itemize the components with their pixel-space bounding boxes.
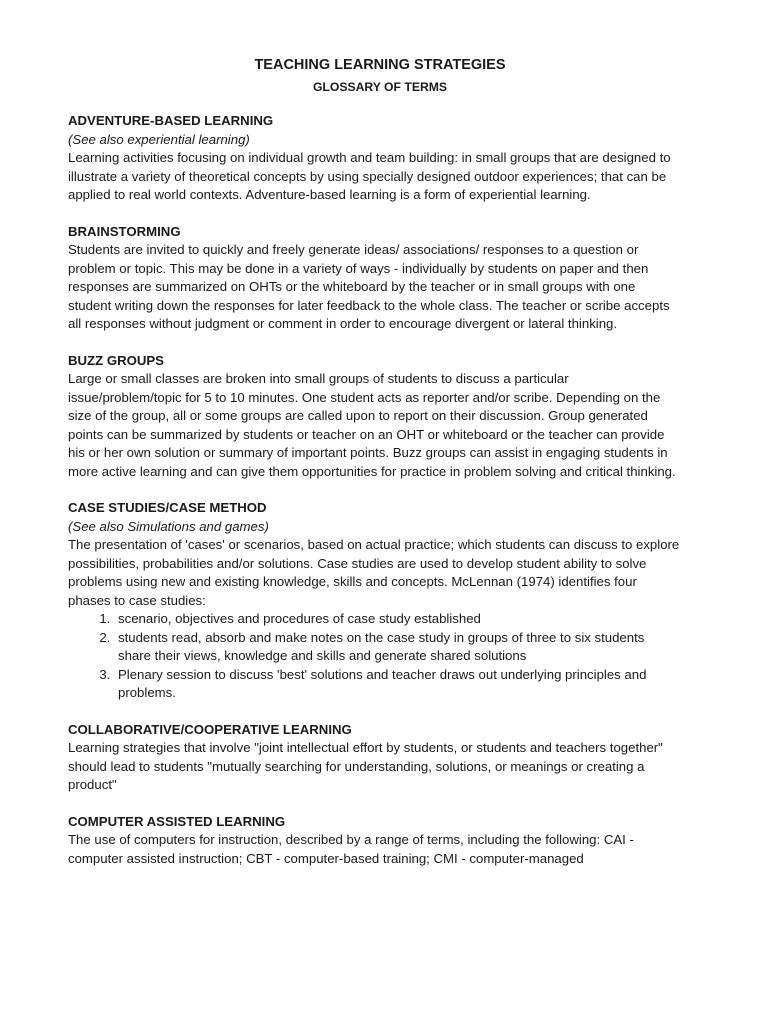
glossary-entry-computer-assisted-learning bbox=[68, 813, 680, 869]
term-definition: Large or small classes are broken into small groups of students to discuss a particular issue/problem/topic for 5 to 10 minutes. One student acts as reporter and/or scribe. Depending on the size of the group, all or some groups are called upon to report on their discussion. Group generated points can be summarized by students or teacher on an OHT or whiteboard or the teacher can provide his or her own solution or summary of important points. Buzz groups can assist in engaging students in more active learning and can give them opportunities for practice in problem solving and critical thinking. bbox=[68, 371, 676, 479]
term-heading: COLLABORATIVE/COOPERATIVE LEARNING bbox=[68, 721, 352, 737]
glossary-entry-adventure-based-learning bbox=[68, 112, 680, 205]
see-also-note: (See also experiential learning) bbox=[68, 131, 250, 147]
term-definition: Learning strategies that involve "joint intellectual effort by students, or students and teachers together" should lead to students "mutually searching for understanding, solutions, or meanings or creating a product" bbox=[68, 740, 663, 792]
term-definition: The presentation of 'cases' or scenarios, based on actual practice; which students can discuss to explore possibilities, probabilities and/or solutions. Case studies are used to develop student ability to solve problems using new and existing knowledge, skills and concepts. McLennan (1974) identifies four phases to case studies: bbox=[68, 537, 680, 608]
term-definition: Learning activities focusing on individual growth and team building: in small groups that are designed to illustrate a variety of theoretical concepts by using specially designed outdoor experiences; that can be applied to real world contexts. Adventure-based learning is a form of experiential learning. bbox=[68, 150, 671, 202]
see-also-note: (See also Simulations and games) bbox=[68, 518, 269, 534]
list-item: 3. Plenary session to discuss 'best' solutions and teacher draws out underlying principles and problems. bbox=[114, 666, 680, 703]
list-item: 2. students read, absorb and make notes on the case study in groups of three to six students share their views, knowledge and skills and generate shared solutions bbox=[114, 629, 680, 666]
case-study-phases-list bbox=[68, 610, 680, 703]
term-heading: ADVENTURE-BASED LEARNING bbox=[68, 113, 274, 128]
glossary-entry-buzz-groups bbox=[68, 352, 680, 482]
term-heading: BUZZ GROUPS bbox=[68, 352, 164, 368]
term-definition: The use of computers for instruction, described by a range of terms, including the following: CAI - computer assisted instruction; CBT - computer-based training; CMI - computer-managed bbox=[68, 832, 634, 866]
glossary-entry-brainstorming bbox=[68, 223, 680, 334]
term-heading: BRAINSTORMING bbox=[68, 223, 181, 239]
term-definition: Students are invited to quickly and freely generate ideas/ associations/ responses to a question or problem or topic. This may be done in a variety of ways - individually by students on paper and then responses are summarized on OHTs or the whiteboard by the teacher or in small groups with one student writing down the responses for later feedback to the whole class. The teacher or scribe accepts all responses without judgment or comment in order to encourage divergent or lateral thinking. bbox=[68, 242, 670, 331]
glossary-entry-case-studies bbox=[68, 499, 680, 703]
document-subtitle: GLOSSARY OF TERMS bbox=[312, 79, 448, 94]
term-heading: COMPUTER ASSISTED LEARNING bbox=[68, 813, 286, 829]
glossary-entry-collaborative-learning bbox=[68, 721, 680, 795]
list-item: 1. scenario, objectives and procedures of case study established bbox=[114, 610, 680, 629]
term-heading: CASE STUDIES/CASE METHOD bbox=[68, 500, 267, 515]
document-title: TEACHING LEARNING STRATEGIES bbox=[254, 57, 506, 73]
